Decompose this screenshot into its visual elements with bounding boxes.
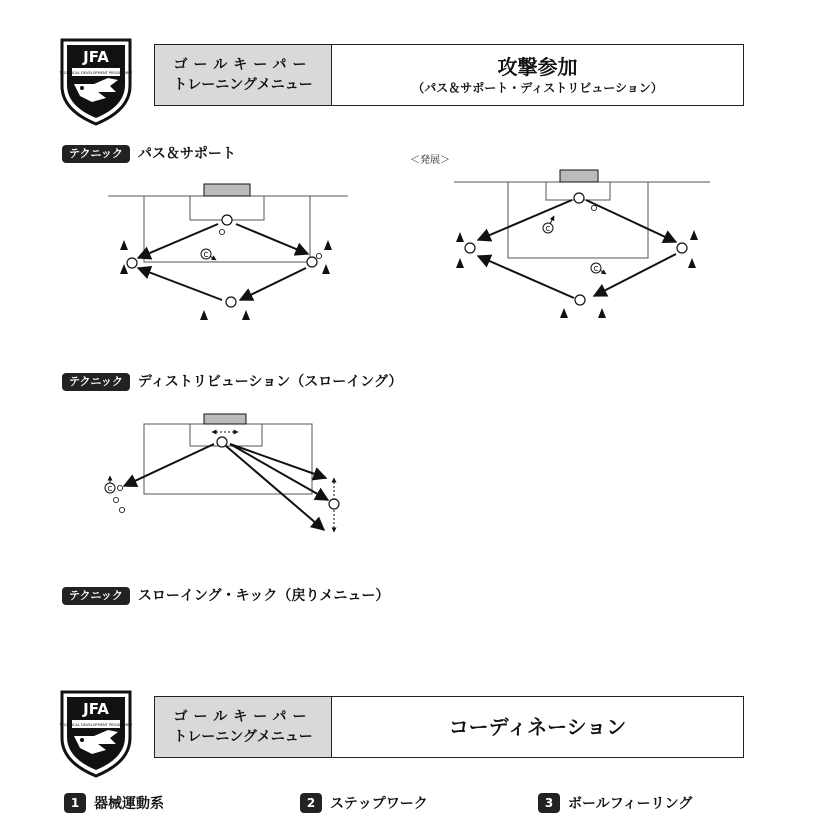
svg-text:C: C [107,485,113,493]
item-label: 器械運動系 [94,796,164,812]
svg-text:C: C [593,265,599,273]
item-ball-feeling [538,793,692,813]
category-line2: トレーニングメニュー [173,729,313,745]
technique-badge: テクニック [62,145,130,163]
coach-icon [591,263,606,274]
coach-icon [543,216,554,233]
development-note: ＜発展＞ [410,155,450,166]
header-title-area [332,697,743,757]
header-box [154,696,744,758]
ball-icon [591,205,596,210]
technique-label: パス＆サポート [137,146,236,162]
diagram-pass-support-development [448,166,718,326]
page-title: 攻撃参加 [497,55,578,79]
category-line1: ゴールキーパー [173,57,313,73]
technique-label: スローイング・キック（戻りメニュー） [137,588,390,604]
logo-subtext: TECHNICAL DEVELOPMENT PROGRAMME [59,723,133,727]
item-number: 1 [64,793,86,813]
diagram-pass-support [100,176,360,326]
technique-badge: テクニック [62,373,130,391]
item-apparatus-gymnastics [64,793,164,813]
goal-net-icon [204,184,250,196]
item-number: 2 [300,793,322,813]
technique-label: ディストリビューション（スローイング） [137,374,403,390]
coach-icon [201,249,216,260]
goal-net-icon [204,414,246,424]
section-header-coordination [58,690,748,778]
category-line1: ゴールキーパー [173,709,313,725]
category-label [155,45,332,105]
category-label [155,697,332,757]
goal-net-icon [560,170,598,182]
logo-subtext: TECHNICAL DEVELOPMENT PROGRAMME [59,71,133,75]
page-subtitle: （パス＆サポート・ディストリビューション） [412,81,663,95]
category-line2: トレーニングメニュー [173,77,313,93]
header-box [154,44,744,106]
header-title-area [332,45,743,105]
technique-pass-support [62,144,236,164]
svg-text:C: C [203,251,209,259]
logo-text: JFA [83,700,109,718]
cones [456,230,698,318]
diagram-distribution-throwing [96,408,356,544]
section-title: コーディネーション [448,715,627,739]
technique-badge: テクニック [62,587,130,605]
players [127,215,317,307]
technique-throwing-kick [62,586,389,606]
item-label: ステップワーク [330,796,428,812]
section-header-attack [58,38,748,126]
item-label: ボールフィーリング [568,796,693,812]
jfa-logo-icon [58,690,134,778]
logo-text: JFA [83,48,109,66]
item-number: 3 [538,793,560,813]
item-step-work [300,793,428,813]
players [465,193,687,305]
jfa-logo-icon [58,38,134,126]
technique-distribution-throwing [62,372,402,392]
coach-icon [105,476,115,493]
svg-text:C: C [545,225,551,233]
